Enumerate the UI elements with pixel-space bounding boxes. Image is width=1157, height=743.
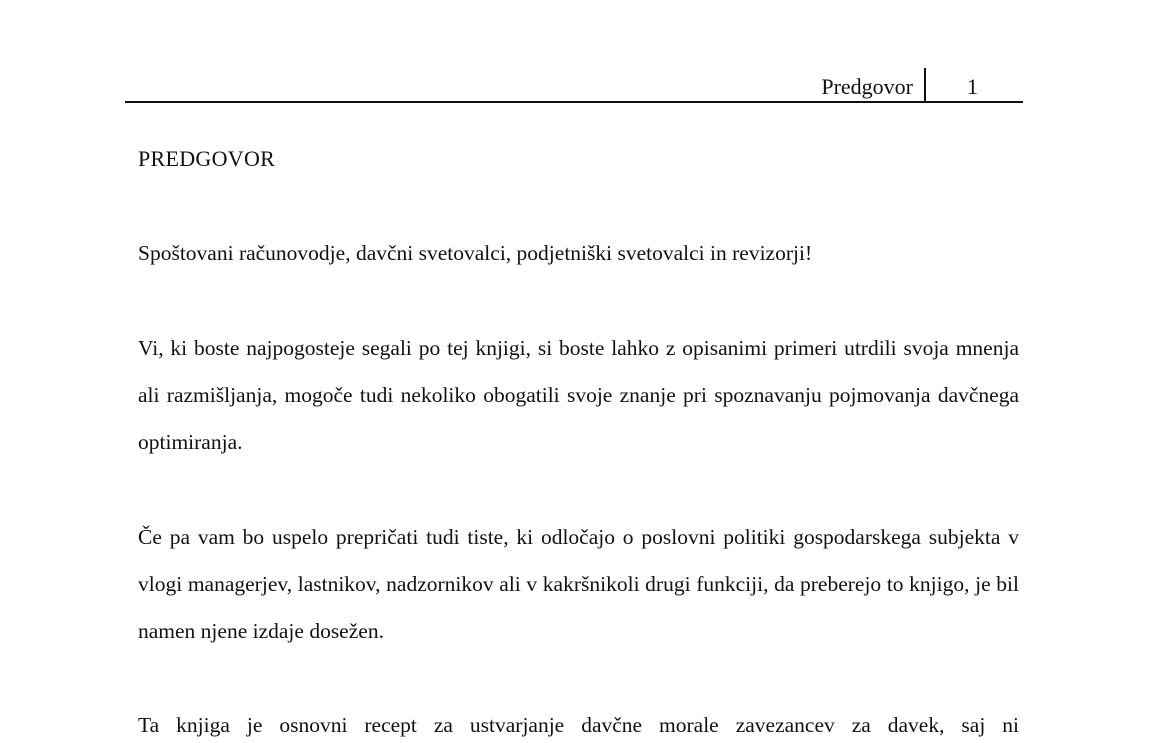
page-header	[125, 66, 1023, 103]
chapter-heading: PREDGOVOR	[138, 146, 276, 171]
paragraph-3: Ta knjiga je osnovni recept za ustvarjanje davčne morale zavezancev za davek, saj ni	[138, 713, 1019, 737]
header-page-number: 1	[967, 74, 978, 99]
paragraph-greeting: Spoštovani računovodje, davčni svetovalci, podjetniški svetovalci in revizorji!	[138, 241, 813, 265]
paragraph-2: Če pa vam bo uspelo prepričati tudi tiste, ki odločajo o poslovni politiki gospodarskega subjekta v vlogi managerjev, lastnikov, nadzornikov ali v kakršnikoli drugi funkciji, da preberejo to knjigo, je bil namen njene izdaje dosežen.	[138, 525, 1019, 643]
header-section-title: Predgovor	[821, 74, 913, 99]
paragraph-1: Vi, ki boste najpogosteje segali po tej knjigi, si boste lahko z opisanimi primeri utrdili svoja mnenja ali razmišljanja, mogoče tudi nekoliko obogatili svoje znanje pri spoznavanju pojmovanja davčnega optimiranja.	[138, 336, 1019, 454]
header-divider	[924, 68, 926, 101]
